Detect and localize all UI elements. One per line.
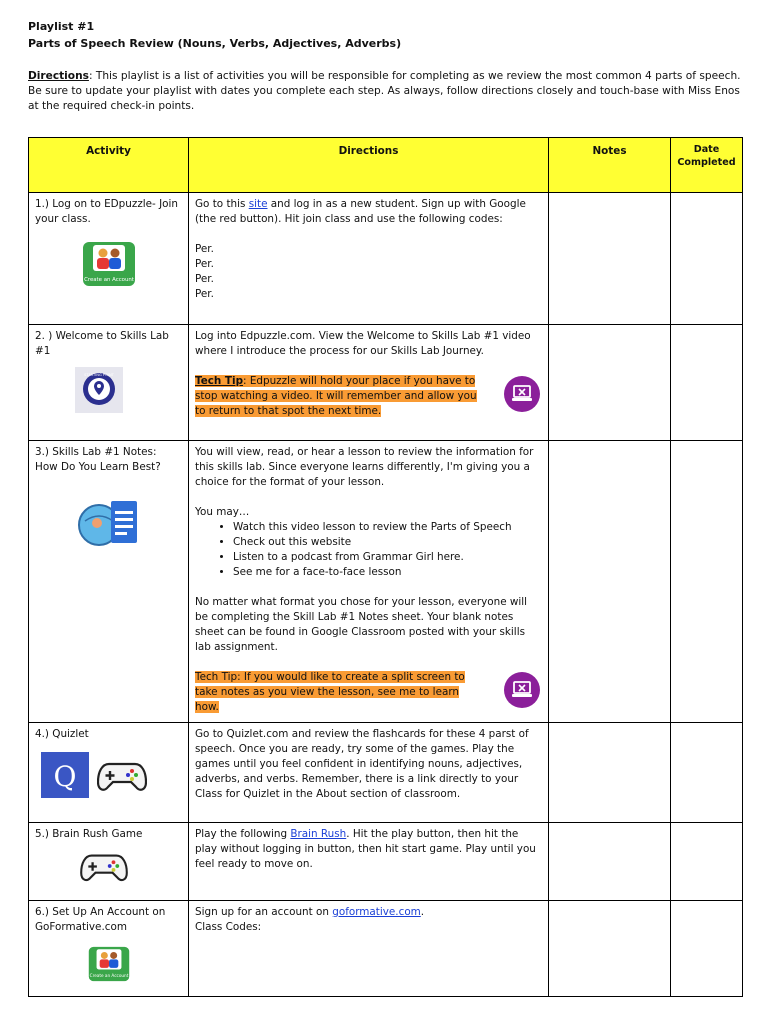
header-activity: Activity [29, 138, 189, 193]
date-cell[interactable] [671, 901, 743, 997]
goformative-link[interactable]: goformative.com [332, 906, 421, 918]
dir-text: . Hit the play button, then hit the play without logging in button, then hit start game. Play until you feel ready to move on. [195, 828, 536, 870]
notes-cell[interactable] [549, 325, 671, 441]
laptop-tools-icon [504, 672, 540, 708]
header-date-completed: Date Completed [671, 138, 743, 193]
directions-cell [189, 723, 549, 823]
date-cell[interactable] [671, 823, 743, 901]
tech-tip-text: : Edpuzzle will hold your place if you have to stop watching a video. It will remember and allow you to return to that spot the next time. [195, 375, 477, 417]
page-subtitle: Parts of Speech Review (Nouns, Verbs, Adjectives, Adverbs) [28, 37, 402, 50]
starting-point-icon [75, 367, 182, 418]
site-link[interactable]: site [248, 198, 268, 210]
activity-cell [29, 441, 189, 723]
gamepad-icon [79, 848, 182, 891]
list-item[interactable]: • Watch this video lesson to review the Parts of Speech [233, 520, 542, 535]
create-account-icon [35, 241, 182, 292]
activity-label: 3.) Skills Lab #1 Notes: How Do You Learn Best? [35, 446, 161, 473]
table-header-row [29, 138, 743, 193]
directions-cell [189, 441, 549, 723]
starting-point-icon-label: STARTING POINT [84, 373, 114, 377]
tech-tip-label: Tech Tip [195, 375, 244, 387]
activity-label: 6.) Set Up An Account on GoFormative.com [35, 906, 166, 933]
notes-cell[interactable] [549, 723, 671, 823]
list-item[interactable]: • Check out this website [233, 535, 542, 550]
dir-text: No matter what format you chose for your lesson, everyone will be completing the Skill Lab #1 Notes sheet. Your blank notes sheet can be found in Google Classroom posted with your skills lab assignment. [195, 596, 528, 653]
create-account-icon-label: Create an Account [83, 277, 134, 283]
create-account-icon-label: Create an Account [89, 973, 128, 979]
directions-cell [189, 325, 549, 441]
tech-tip-text: Tech Tip: If you would like to create a split screen to take notes as you view the lesson, see me to learn how. [195, 671, 465, 713]
activity-cell [29, 193, 189, 325]
activity-cell [29, 901, 189, 997]
activity-label: 2. ) Welcome to Skills Lab #1 [35, 330, 169, 357]
tech-tip [195, 670, 542, 715]
dir-text: You will view, read, or hear a lesson to review the information for this skills lab. Since everyone learns differently, I'm giving you a choice for the format of your lesson. [195, 446, 534, 488]
date-cell[interactable] [671, 193, 743, 325]
quizlet-icon [41, 752, 89, 798]
dir-text: . [420, 906, 425, 918]
notes-cell[interactable] [549, 901, 671, 997]
date-cell[interactable] [671, 441, 743, 723]
learning-styles-icon [35, 493, 182, 556]
header-directions: Directions [189, 138, 549, 193]
dir-text: Sign up for an account on [195, 906, 333, 918]
list-item[interactable]: • Listen to a podcast from Grammar Girl here. [233, 550, 542, 565]
notes-cell[interactable] [549, 823, 671, 901]
period-code: Per. [195, 258, 214, 270]
create-account-icon [35, 945, 182, 988]
table-row [29, 823, 743, 901]
directions-text: : This playlist is a list of activities you will be responsible for completing as we review the most common 4 parts of speech. Be sure to update your playlist with dates you complete each step. As always, follow directions closely and touch-base with Miss Enos at the required check-in points. [28, 70, 741, 112]
laptop-tools-icon [504, 376, 540, 412]
activity-cell [29, 823, 189, 901]
dir-text: Go to this [195, 198, 249, 210]
list-item: • See me for a face-to-face lesson [233, 565, 542, 580]
directions-cell [189, 901, 549, 997]
table-row [29, 325, 743, 441]
period-code: Per. [195, 243, 214, 255]
date-cell[interactable] [671, 723, 743, 823]
dir-text: Class Codes: [195, 921, 262, 933]
period-code: Per. [195, 288, 214, 300]
directions-cell [189, 193, 549, 325]
table-row [29, 901, 743, 997]
gamepad-icon [97, 756, 147, 796]
notes-cell[interactable] [549, 193, 671, 325]
table-row [29, 723, 743, 823]
notes-cell[interactable] [549, 441, 671, 723]
dir-text: Go to Quizlet.com and review the flashcards for these 4 parst of speech. Once you are ready, try some of the games. Play the games until you feel confident in identifying nouns, adjectives, adverbs, and verbs. Remember, there is a link directly to your Class for Quizlet in the About section of classroom. [195, 728, 529, 800]
activity-label: 5.) Brain Rush Game [35, 828, 143, 840]
activity-cell [29, 325, 189, 441]
directions-label: Directions [28, 70, 89, 82]
table-row [29, 441, 743, 723]
directions-cell [189, 823, 549, 901]
activity-icons [41, 752, 182, 798]
brain-rush-link[interactable]: Brain Rush [290, 828, 347, 840]
period-code: Per. [195, 273, 214, 285]
dir-text: and log in as a new student. Sign up with Google (the red button). Hit join class and use the following codes: [195, 198, 526, 225]
tech-tip [195, 374, 542, 419]
quizlet-icon-letter: Q [53, 760, 77, 793]
dir-text: You may… [195, 506, 250, 518]
dir-text: Log into Edpuzzle.com. View the Welcome to Skills Lab #1 video where I introduce the process for our Skills Lab Journey. [195, 330, 531, 357]
lesson-options-list [195, 520, 542, 580]
dir-text: Play the following [195, 828, 291, 840]
header-notes: Notes [549, 138, 671, 193]
activity-label: 1.) Log on to EDpuzzle- Join your class. [35, 198, 178, 225]
playlist-table [28, 137, 743, 997]
date-cell[interactable] [671, 325, 743, 441]
page-title: Playlist #1 [28, 20, 95, 33]
directions-paragraph [28, 69, 743, 114]
activity-cell [29, 723, 189, 823]
table-row [29, 193, 743, 325]
activity-label: 4.) Quizlet [35, 728, 89, 740]
